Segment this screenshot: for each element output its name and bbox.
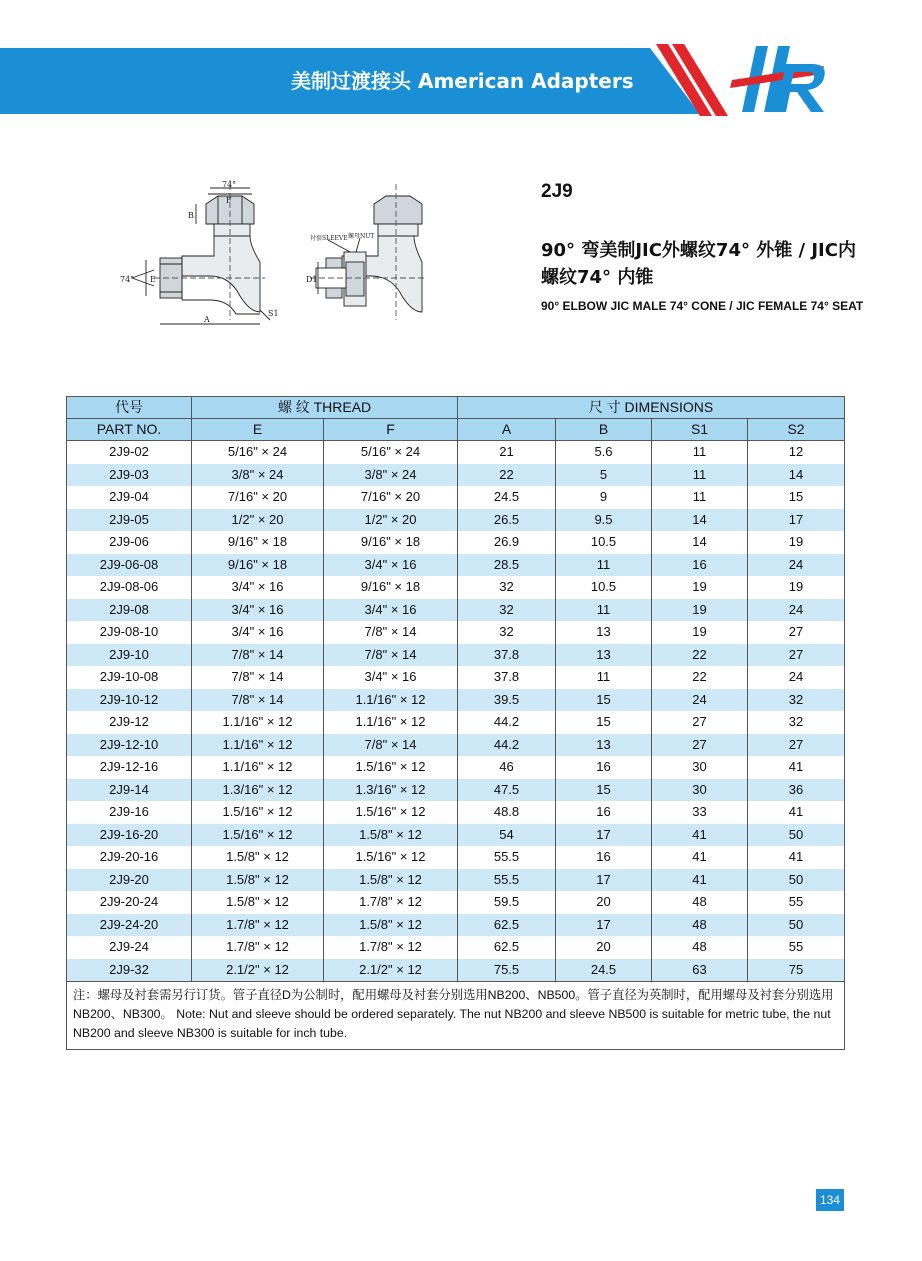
cell-dim-s1: 14	[652, 509, 748, 532]
product-title-cn: 90° 弯美制JIC外螺纹74° 外锥 / JIC内螺纹74° 内锥	[541, 240, 856, 288]
cell-part-no: 2J9-04	[67, 486, 192, 509]
cell-part-no: 2J9-02	[67, 441, 192, 464]
cell-dim-b: 16	[556, 801, 652, 824]
cell-part-no: 2J9-12-16	[67, 756, 192, 779]
cell-dim-a: 48.8	[458, 801, 556, 824]
product-title-en: 90° ELBOW JIC MALE 74° CONE / JIC FEMALE 74° SEAT	[541, 299, 864, 313]
table-row	[67, 711, 845, 734]
cell-dim-b: 9.5	[556, 509, 652, 532]
table-row	[67, 441, 845, 464]
cell-dim-a: 26.9	[458, 531, 556, 554]
table-row	[67, 936, 845, 959]
cell-part-no: 2J9-10-08	[67, 666, 192, 689]
cell-dim-s2: 27	[748, 734, 845, 757]
cell-dim-b: 9	[556, 486, 652, 509]
cell-thread-f: 1/2" × 20	[324, 509, 458, 532]
cell-thread-f: 1.5/16" × 12	[324, 801, 458, 824]
cell-dim-b: 20	[556, 936, 652, 959]
cell-thread-f: 7/8" × 14	[324, 621, 458, 644]
cell-thread-f: 1.3/16" × 12	[324, 779, 458, 802]
table-row	[67, 509, 845, 532]
cell-dim-a: 59.5	[458, 891, 556, 914]
table-body	[67, 441, 845, 982]
table-row	[67, 891, 845, 914]
cell-part-no: 2J9-32	[67, 959, 192, 982]
cell-dim-s2: 55	[748, 891, 845, 914]
cell-thread-f: 1.5/16" × 12	[324, 846, 458, 869]
table-row	[67, 621, 845, 644]
cell-part-no: 2J9-12-10	[67, 734, 192, 757]
cell-dim-b: 16	[556, 846, 652, 869]
cell-dim-b: 11	[556, 554, 652, 577]
cell-thread-e: 9/16" × 18	[192, 531, 324, 554]
cell-dim-s1: 19	[652, 621, 748, 644]
table-row	[67, 554, 845, 577]
cell-thread-e: 7/8" × 14	[192, 666, 324, 689]
table-row	[67, 576, 845, 599]
cell-dim-s2: 19	[748, 531, 845, 554]
cell-dim-s1: 19	[652, 599, 748, 622]
cell-dim-a: 44.2	[458, 734, 556, 757]
cell-dim-s1: 48	[652, 891, 748, 914]
cell-dim-s2: 75	[748, 959, 845, 982]
cell-dim-s1: 33	[652, 801, 748, 824]
cell-dim-s1: 30	[652, 756, 748, 779]
cell-thread-e: 1.5/8" × 12	[192, 891, 324, 914]
cell-dim-a: 37.8	[458, 644, 556, 667]
cell-dim-b: 13	[556, 734, 652, 757]
cell-thread-f: 1.5/8" × 12	[324, 824, 458, 847]
f-label: F	[226, 196, 232, 205]
cell-dim-s2: 41	[748, 801, 845, 824]
cell-part-no: 2J9-24	[67, 936, 192, 959]
header-part-no: PART NO.	[67, 419, 192, 441]
cell-thread-e: 7/8" × 14	[192, 644, 324, 667]
cell-thread-e: 7/16" × 20	[192, 486, 324, 509]
cell-dim-s1: 11	[652, 441, 748, 464]
header-b: B	[556, 419, 652, 441]
table-row	[67, 756, 845, 779]
cell-thread-e: 7/8" × 14	[192, 689, 324, 712]
cell-thread-f: 9/16" × 18	[324, 576, 458, 599]
cell-dim-s1: 48	[652, 936, 748, 959]
header-dimensions: 尺 寸 DIMENSIONS	[458, 397, 845, 419]
cell-dim-s1: 63	[652, 959, 748, 982]
cell-dim-s2: 15	[748, 486, 845, 509]
cell-thread-e: 1/2" × 20	[192, 509, 324, 532]
cell-dim-b: 24.5	[556, 959, 652, 982]
cell-thread-f: 2.1/2" × 12	[324, 959, 458, 982]
cell-thread-f: 5/16" × 24	[324, 441, 458, 464]
cell-dim-b: 16	[556, 756, 652, 779]
header-f: F	[324, 419, 458, 441]
cell-dim-s2: 27	[748, 644, 845, 667]
cell-dim-a: 32	[458, 576, 556, 599]
cell-dim-a: 55.5	[458, 846, 556, 869]
cell-thread-e: 1.1/16" × 12	[192, 734, 324, 757]
cell-part-no: 2J9-16-20	[67, 824, 192, 847]
d1-label: D1	[306, 275, 318, 284]
cell-part-no: 2J9-20-16	[67, 846, 192, 869]
cell-dim-s2: 12	[748, 441, 845, 464]
cell-thread-f: 9/16" × 18	[324, 531, 458, 554]
cell-thread-e: 2.1/2" × 12	[192, 959, 324, 982]
cell-dim-a: 26.5	[458, 509, 556, 532]
cell-thread-f: 1.7/8" × 12	[324, 891, 458, 914]
cell-dim-s1: 27	[652, 711, 748, 734]
cell-dim-b: 17	[556, 914, 652, 937]
cell-dim-a: 46	[458, 756, 556, 779]
header-thread: 螺 纹 THREAD	[192, 397, 458, 419]
cell-thread-e: 1.7/8" × 12	[192, 914, 324, 937]
cell-dim-a: 62.5	[458, 936, 556, 959]
cell-dim-b: 15	[556, 779, 652, 802]
s1-label: S1	[268, 309, 279, 318]
cell-part-no: 2J9-05	[67, 509, 192, 532]
cell-dim-b: 13	[556, 621, 652, 644]
cell-dim-b: 10.5	[556, 576, 652, 599]
cell-dim-b: 20	[556, 891, 652, 914]
table-row	[67, 734, 845, 757]
table-note: 注：螺母及衬套需另行订货。管子直径D为公制时，配用螺母及衬套分别选用NB200、NB500。管子直径为英制时，配用螺母及衬套分别选用NB200、NB300。 Note: Nut and sleeve should be ordered separately. The nut NB200 and sleeve NB500 is suitable for metric tube, the nut NB200 and sleeve NB300 is suitable for inch tube.	[67, 982, 845, 1050]
cell-thread-e: 5/16" × 24	[192, 441, 324, 464]
cell-part-no: 2J9-14	[67, 779, 192, 802]
table-row	[67, 666, 845, 689]
b-label: B	[188, 211, 194, 220]
cell-dim-a: 55.5	[458, 869, 556, 892]
cell-thread-f: 1.5/8" × 12	[324, 869, 458, 892]
cell-dim-b: 15	[556, 689, 652, 712]
header-s2: S2	[748, 419, 845, 441]
cell-dim-s1: 11	[652, 464, 748, 487]
cell-dim-b: 15	[556, 711, 652, 734]
table-row	[67, 846, 845, 869]
cell-dim-s1: 22	[652, 666, 748, 689]
cell-dim-a: 54	[458, 824, 556, 847]
cell-dim-s2: 32	[748, 689, 845, 712]
cell-dim-a: 75.5	[458, 959, 556, 982]
table-row	[67, 959, 845, 982]
header-e: E	[192, 419, 324, 441]
cell-dim-s1: 16	[652, 554, 748, 577]
cell-dim-a: 22	[458, 464, 556, 487]
cell-dim-s2: 19	[748, 576, 845, 599]
cell-thread-f: 3/4" × 16	[324, 554, 458, 577]
cell-dim-s1: 22	[652, 644, 748, 667]
cell-thread-f: 7/8" × 14	[324, 644, 458, 667]
cell-dim-s1: 14	[652, 531, 748, 554]
cell-thread-e: 1.5/8" × 12	[192, 869, 324, 892]
table-row	[67, 464, 845, 487]
cell-dim-s2: 36	[748, 779, 845, 802]
cell-thread-e: 1.5/8" × 12	[192, 846, 324, 869]
cell-dim-s1: 41	[652, 869, 748, 892]
cell-thread-f: 3/4" × 16	[324, 666, 458, 689]
cell-dim-s2: 50	[748, 824, 845, 847]
sleeve-label: 衬套SLEEVE	[310, 235, 348, 242]
table-note-row	[67, 982, 845, 1050]
cell-part-no: 2J9-08-10	[67, 621, 192, 644]
cell-thread-e: 1.5/16" × 12	[192, 801, 324, 824]
cell-part-no: 2J9-03	[67, 464, 192, 487]
cell-part-no: 2J9-10	[67, 644, 192, 667]
table-row	[67, 644, 845, 667]
cell-thread-e: 1.1/16" × 12	[192, 711, 324, 734]
cell-thread-e: 3/8" × 24	[192, 464, 324, 487]
spec-table	[66, 396, 845, 1050]
cell-part-no: 2J9-06-08	[67, 554, 192, 577]
header-a: A	[458, 419, 556, 441]
table-header-row-2	[67, 419, 845, 441]
cell-dim-s2: 24	[748, 599, 845, 622]
cell-dim-s1: 41	[652, 846, 748, 869]
cell-dim-s2: 24	[748, 666, 845, 689]
cell-dim-s1: 30	[652, 779, 748, 802]
page-number: 134	[816, 1189, 844, 1211]
cell-part-no: 2J9-20-24	[67, 891, 192, 914]
cell-dim-b: 5	[556, 464, 652, 487]
cell-thread-f: 1.1/16" × 12	[324, 711, 458, 734]
cell-dim-a: 24.5	[458, 486, 556, 509]
cell-part-no: 2J9-06	[67, 531, 192, 554]
cell-dim-s1: 27	[652, 734, 748, 757]
header-s1: S1	[652, 419, 748, 441]
angle-label-top: 74°	[222, 180, 237, 189]
cell-thread-f: 3/8" × 24	[324, 464, 458, 487]
cell-dim-s1: 11	[652, 486, 748, 509]
cell-thread-f: 1.7/8" × 12	[324, 936, 458, 959]
table-row	[67, 801, 845, 824]
nut-label: 螺母NUT	[348, 233, 375, 240]
table-header-row-1	[67, 397, 845, 419]
table-row	[67, 599, 845, 622]
cell-dim-s1: 48	[652, 914, 748, 937]
cell-dim-s2: 14	[748, 464, 845, 487]
cell-dim-s2: 32	[748, 711, 845, 734]
cell-thread-e: 9/16" × 18	[192, 554, 324, 577]
cell-dim-a: 39.5	[458, 689, 556, 712]
cell-part-no: 2J9-20	[67, 869, 192, 892]
technical-drawing	[110, 180, 430, 330]
cell-thread-e: 1.3/16" × 12	[192, 779, 324, 802]
cell-thread-e: 3/4" × 16	[192, 599, 324, 622]
cell-thread-e: 1.1/16" × 12	[192, 756, 324, 779]
cell-part-no: 2J9-08	[67, 599, 192, 622]
cell-dim-a: 44.2	[458, 711, 556, 734]
red-stripes-decoration	[650, 44, 730, 120]
table-row	[67, 914, 845, 937]
cell-thread-f: 1.1/16" × 12	[324, 689, 458, 712]
cell-dim-b: 5.6	[556, 441, 652, 464]
cell-part-no: 2J9-08-06	[67, 576, 192, 599]
cell-thread-f: 1.5/16" × 12	[324, 756, 458, 779]
a-label: A	[204, 315, 210, 324]
cell-thread-e: 3/4" × 16	[192, 621, 324, 644]
cell-dim-a: 37.8	[458, 666, 556, 689]
table-row	[67, 486, 845, 509]
header-code-cn: 代号	[67, 397, 192, 419]
cell-dim-b: 11	[556, 599, 652, 622]
angle-label-side: 74°	[120, 275, 135, 284]
product-code: 2J9	[541, 181, 573, 202]
cell-thread-e: 1.7/8" × 12	[192, 936, 324, 959]
e-label: E	[150, 275, 156, 284]
cell-thread-f: 1.5/8" × 12	[324, 914, 458, 937]
cell-dim-b: 10.5	[556, 531, 652, 554]
cell-thread-f: 3/4" × 16	[324, 599, 458, 622]
cell-dim-s2: 41	[748, 756, 845, 779]
cell-dim-b: 11	[556, 666, 652, 689]
cell-dim-s2: 50	[748, 869, 845, 892]
header-title: 美制过渡接头 American Adapters	[291, 69, 634, 93]
cell-dim-b: 17	[556, 869, 652, 892]
cell-thread-f: 7/16" × 20	[324, 486, 458, 509]
cell-thread-e: 3/4" × 16	[192, 576, 324, 599]
cell-dim-s2: 24	[748, 554, 845, 577]
cell-dim-b: 17	[556, 824, 652, 847]
cell-part-no: 2J9-10-12	[67, 689, 192, 712]
cell-dim-a: 28.5	[458, 554, 556, 577]
cell-part-no: 2J9-12	[67, 711, 192, 734]
cell-dim-b: 13	[556, 644, 652, 667]
brand-logo	[728, 40, 833, 118]
cell-dim-a: 32	[458, 621, 556, 644]
cell-thread-f: 7/8" × 14	[324, 734, 458, 757]
cell-dim-s1: 24	[652, 689, 748, 712]
cell-dim-s1: 41	[652, 824, 748, 847]
cell-dim-s2: 17	[748, 509, 845, 532]
table-row	[67, 869, 845, 892]
cell-dim-s2: 55	[748, 936, 845, 959]
table-row	[67, 824, 845, 847]
cell-thread-e: 1.5/16" × 12	[192, 824, 324, 847]
cell-dim-a: 47.5	[458, 779, 556, 802]
cell-dim-s1: 19	[652, 576, 748, 599]
cell-dim-a: 21	[458, 441, 556, 464]
cell-dim-a: 32	[458, 599, 556, 622]
table-row	[67, 531, 845, 554]
cell-part-no: 2J9-24-20	[67, 914, 192, 937]
cell-dim-s2: 50	[748, 914, 845, 937]
cell-dim-s2: 41	[748, 846, 845, 869]
cell-dim-s2: 27	[748, 621, 845, 644]
table-row	[67, 689, 845, 712]
cell-part-no: 2J9-16	[67, 801, 192, 824]
table-row	[67, 779, 845, 802]
cell-dim-a: 62.5	[458, 914, 556, 937]
